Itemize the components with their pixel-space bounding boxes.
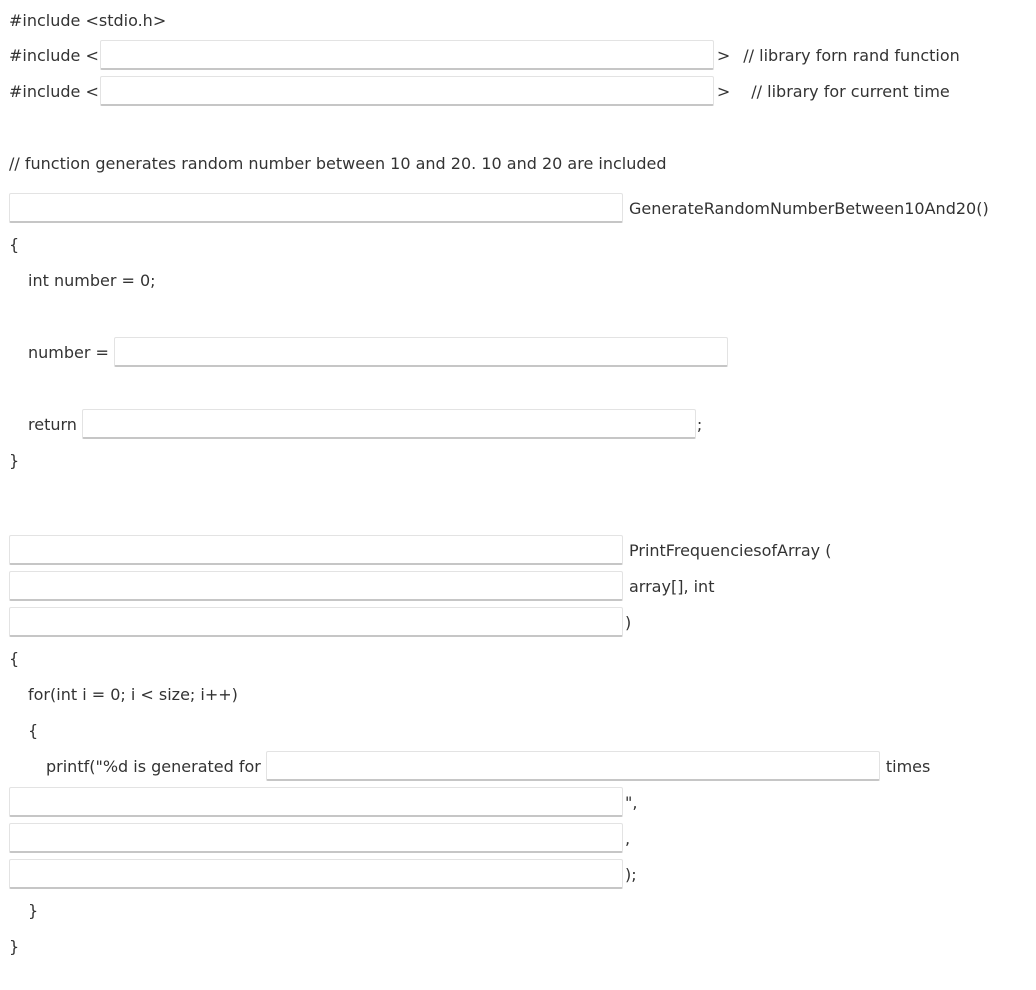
for-loop-text: for(int i = 0; i < size; i++) [28,684,238,704]
include-stdio-text: #include <stdio.h> [9,10,167,30]
quote-comma-text: ", [625,792,638,812]
open-brace-text: { [9,234,20,254]
include-open-text: #include < [9,81,99,101]
code-line-array-param [9,570,714,602]
code-line-open-brace-2 [9,642,19,674]
close-brace-text: } [28,900,39,920]
code-line-return [28,408,702,440]
code-line-include-rand [9,39,960,71]
include-time-input[interactable] [100,76,714,106]
code-line-printf-end [9,786,637,818]
int-number-decl-text: int number = 0; [28,270,156,290]
size-param-input[interactable] [9,607,623,637]
comment-rand-text: // library forn rand function [743,45,960,65]
include-open-text: #include < [9,45,99,65]
printf-arg1-input[interactable] [9,823,623,853]
code-line-close-brace [9,444,19,476]
printf-start-text: printf("%d is generated for [46,756,261,776]
printf-arg2-input[interactable] [9,859,623,889]
include-rand-input[interactable] [100,40,714,70]
code-line-final-close-brace [9,930,19,962]
code-line-open-brace [9,228,19,260]
include-close-text: > [716,81,731,101]
comma-text: , [625,828,631,848]
function-comment-text: // function generates random number between 10 and 20. 10 and 20 are included [9,153,667,173]
code-line-printf [46,750,930,782]
printf-end-input[interactable] [9,787,623,817]
printf-mid-input[interactable] [266,751,880,781]
comment-time-text: // library for current time [751,81,950,101]
code-line-for-close-brace [28,894,38,926]
code-line-function-comment [9,147,667,179]
code-line-gen-signature [9,192,989,224]
close-paren-text: ) [625,612,632,632]
include-close-text: > [716,45,731,65]
print-return-type-input[interactable] [9,535,623,565]
code-line-include-stdio [9,4,166,36]
code-line-printf-arg2 [9,858,637,890]
code-line-int-number [28,264,156,296]
close-call-text: ); [625,864,637,884]
code-line-size-param [9,606,631,638]
open-brace-text: { [9,648,20,668]
code-line-number-assign [28,336,729,368]
open-brace-text: { [28,720,39,740]
close-brace-text: } [9,936,20,956]
times-text: times [885,756,931,776]
code-line-printf-arg1 [9,822,630,854]
code-line-for-open-brace [28,714,38,746]
code-line-print-signature [9,534,831,566]
number-expr-input[interactable] [114,337,728,367]
code-line-include-time [9,75,950,107]
return-value-input[interactable] [82,409,696,439]
number-assign-text: number = [28,342,109,362]
gen-function-name-text: GenerateRandomNumberBetween10And20() [629,198,989,218]
gen-return-type-input[interactable] [9,193,623,223]
array-type-input[interactable] [9,571,623,601]
semicolon-text: ; [696,414,703,434]
array-param-text: array[], int [629,576,715,596]
return-keyword-text: return [28,414,77,434]
close-brace-text: } [9,450,20,470]
print-function-name-text: PrintFrequenciesofArray ( [629,540,832,560]
code-line-for-loop [28,678,238,710]
